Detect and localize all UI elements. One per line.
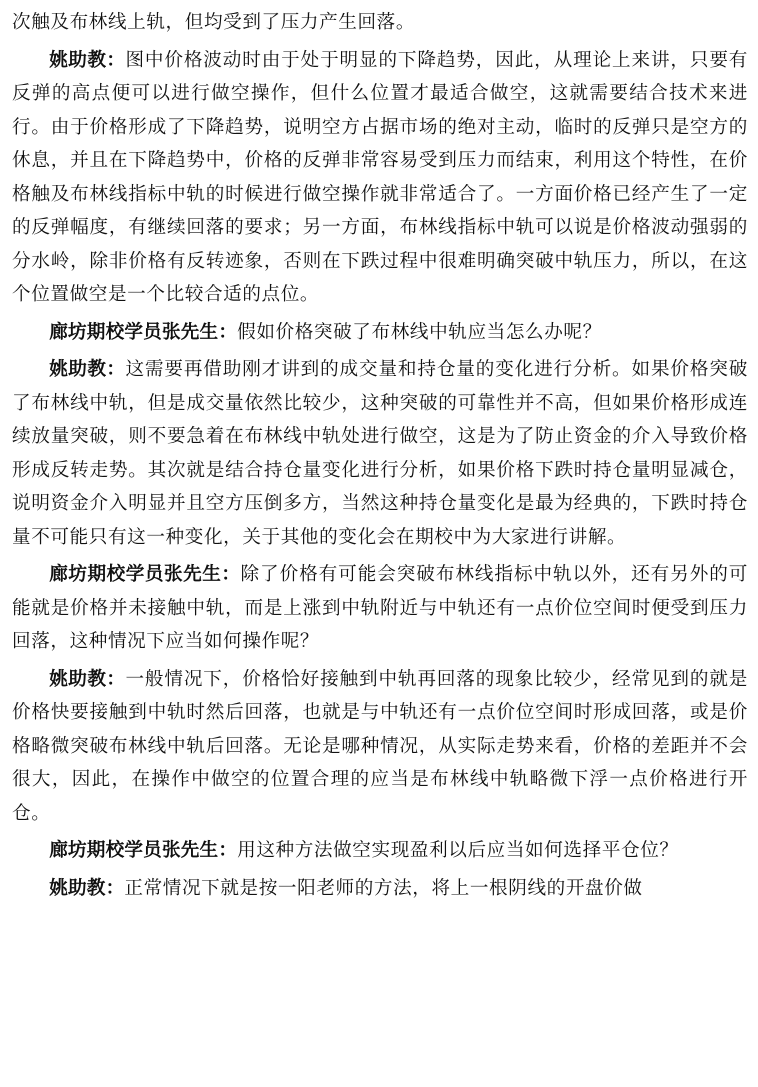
paragraph-text: 一般情况下，价格恰好接触到中轨再回落的现象比较少，经常见到的就是价格快要接触到中轨时然后回落，也就是与中轨还有一点价位空间时形成回落，或是价格略微突破布林线中轨后回落。无论是哪种情况，从实际走势来看，价格的差距并不会很大，因此，在操作中做空的位置合理的应当是布林线中轨略微下浮一点价格进行开仓。 [12,668,748,824]
paragraph-dialogue [12,353,748,554]
speaker-label: 廊坊期校学员张先生： [49,840,238,861]
paragraph-text: 假如价格突破了布林线中轨应当怎么办呢？ [237,321,602,343]
paragraph-text: 用这种方法做空实现盈利以后应当如何选择平仓位？ [237,840,679,861]
paragraph-dialogue [12,316,748,350]
paragraph-text: 图中价格波动时由于处于明显的下降趋势，因此，从理论上来讲，只要有反弹的高点便可以进行做空操作，但什么位置才最适合做空，这就需要结合技术来进行。由于价格形成了下降趋势，说明空方占据市场的绝对主动，临时的反弹只是空方的休息，并且在下降趋势中，价格的反弹非常容易受到压力而结束，利用这个特性，在价格触及布林线指标中轨的时候进行做空操作就非常适合了。一方面价格已经产生了一定的反弹幅度，有继续回落的要求；另一方面，布林线指标中轨可以说是价格波动强弱的分水岭，除非价格有反转迹象，否则在下跌过程中很难明确突破中轨压力，所以，在这个位置做空是一个比较合适的点位。 [12,49,748,305]
paragraph-dialogue [12,872,748,906]
paragraph-text: 这需要再借助刚才讲到的成交量和持仓量的变化进行分析。如果价格突破了布林线中轨，但是成交量依然比较少，这种突破的可靠性并不高，但如果价格形成连续放量突破，则不要急着在布林线中轨处进行做空，这是为了防止资金的介入导致价格形成反转走势。其次就是结合持仓量变化进行分析，如果价格下跌时持仓量明显减仓，说明资金介入明显并且空方压倒多方，当然这种持仓量变化是最为经典的，下跌时持仓量不可能只有这一种变化，关于其他的变化会在期校中为大家进行讲解。 [12,359,748,548]
speaker-label: 廊坊期校学员张先生： [49,564,241,585]
speaker-label: 姚助教： [49,668,126,690]
speaker-label: 廊坊期校学员张先生： [49,321,238,343]
paragraph-text: 正常情况下就是按一阳老师的方法，将上一根阴线的开盘价做 [124,877,643,899]
paragraph-text: 次触及布林线上轨，但均受到了压力产生回落。 [12,12,416,33]
paragraph-continuation [12,6,748,40]
paragraph-text: 除了价格有可能会突破布林线指标中轨以外，还有另外的可能就是价格并未接触中轨，而是上涨到中轨附近与中轨还有一点价位空间时便受到压力回落，这种情况下应当如何操作呢？ [12,564,748,652]
paragraph-dialogue [12,834,748,868]
paragraph-dialogue [12,558,748,659]
speaker-label: 姚助教： [49,359,126,380]
paragraph-dialogue [12,44,748,312]
speaker-label: 姚助教： [49,877,125,899]
speaker-label: 姚助教： [49,49,126,71]
paragraph-dialogue [12,663,748,831]
